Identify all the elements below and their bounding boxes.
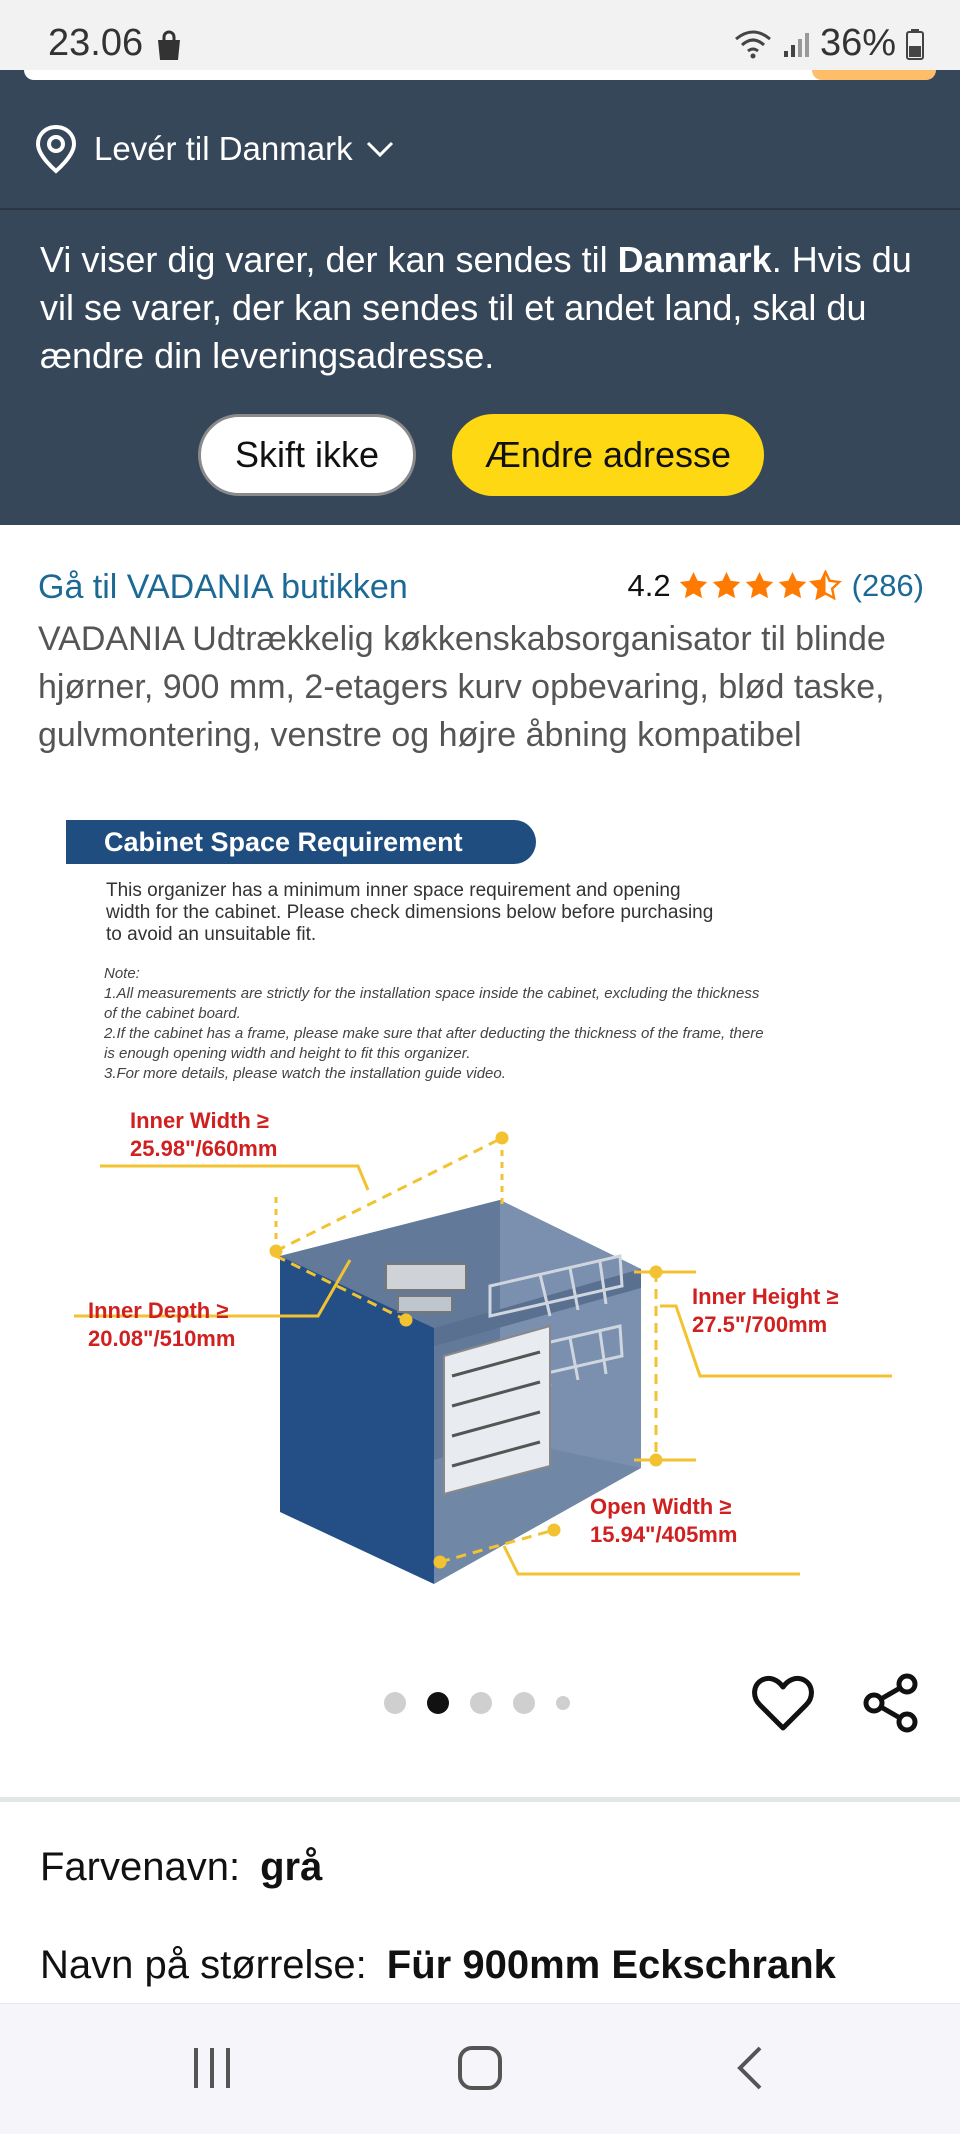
status-time: 23.06 xyxy=(48,22,144,64)
color-label: Farvenavn: xyxy=(40,1845,241,1889)
star-full-icon xyxy=(677,570,710,602)
product-title: VADANIA Udtrækkelig køkkenskabsorganisator til blinde hjørner, 900 mm, 2-etagers kurv opbevaring, blød taske, gulvmontering, venstre og højre åbning kompatibel xyxy=(38,620,886,754)
carousel-dot-active[interactable] xyxy=(427,1692,449,1714)
inner-height-value: 27.5"/700mm xyxy=(692,1312,828,1337)
status-bar xyxy=(0,0,960,78)
system-nav-bar xyxy=(0,2003,960,2134)
recent-apps-icon[interactable] xyxy=(190,2044,234,2092)
share-icon[interactable] xyxy=(862,1672,920,1734)
size-value: Für 900mm Eckschrank xyxy=(386,1943,836,1987)
wifi-icon xyxy=(734,29,772,59)
section-divider xyxy=(0,1797,960,1802)
home-icon[interactable] xyxy=(456,2044,504,2092)
svg-text:is enough opening width and he: is enough opening width and height to fit this organizer. xyxy=(104,1045,471,1062)
header-edge xyxy=(0,70,960,90)
heart-icon[interactable] xyxy=(752,1674,814,1732)
rating-count[interactable]: (286) xyxy=(851,568,924,603)
svg-text:of the cabinet board.: of the cabinet board. xyxy=(104,1005,241,1022)
notice-country: Danmark xyxy=(617,239,772,280)
signal-icon xyxy=(782,29,810,59)
image-carousel-dots[interactable] xyxy=(384,1692,570,1714)
svg-text:This organizer has a minimum i: This organizer has a minimum inner space requirement and opening xyxy=(106,880,681,901)
star-half-icon xyxy=(809,570,842,602)
battery-icon xyxy=(906,28,924,60)
image-heading: Cabinet Space Requirement xyxy=(104,827,463,857)
svg-text:Note:: Note: xyxy=(104,965,140,982)
battery-percent: 36% xyxy=(819,22,896,64)
color-value: grå xyxy=(260,1845,323,1889)
inner-width-value: 25.98"/660mm xyxy=(130,1136,278,1161)
star-full-icon xyxy=(710,570,743,602)
open-width-label: Open Width ≥ xyxy=(590,1494,732,1519)
deliver-to-label: Levér til Danmark xyxy=(94,130,353,167)
carousel-dot[interactable] xyxy=(470,1692,492,1714)
rating-stars xyxy=(677,570,842,602)
chevron-down-icon xyxy=(365,139,395,159)
color-attribute xyxy=(40,1845,322,1890)
notice-message: Vi viser dig varer, der kan sendes til Danmark. Hvis du vil se varer, der kan sendes til et andet land, skal du ændre din leveringsadresse. xyxy=(40,239,912,376)
keep-address-button[interactable]: Skift ikke xyxy=(198,414,416,496)
svg-text:2.If the cabinet has a frame,: 2.If the cabinet has a frame, please make sure that after deducting the thickness of the frame, there xyxy=(104,1025,764,1042)
carousel-dot[interactable] xyxy=(513,1692,535,1714)
rating-summary[interactable] xyxy=(628,568,924,604)
shopping-bag-icon xyxy=(154,30,184,62)
carousel-dot[interactable] xyxy=(556,1696,570,1710)
back-icon[interactable] xyxy=(732,2044,768,2092)
inner-height-label: Inner Height ≥ xyxy=(692,1284,839,1309)
size-label: Navn på størrelse: xyxy=(40,1943,367,1987)
carousel-dot[interactable] xyxy=(384,1692,406,1714)
svg-text:3.For more details, please wat: 3.For more details, please watch the installation guide video. xyxy=(104,1065,506,1082)
size-attribute xyxy=(40,1943,836,1988)
location-pin-icon xyxy=(34,124,78,174)
search-button-edge xyxy=(812,70,936,80)
star-full-icon xyxy=(776,570,809,602)
store-link[interactable]: Gå til VADANIA butikken xyxy=(38,568,408,606)
inner-depth-label: Inner Depth ≥ xyxy=(88,1298,229,1323)
open-width-value: 15.94"/405mm xyxy=(590,1522,738,1547)
product-image[interactable] xyxy=(60,816,900,1606)
svg-text:width for the cabinet. Please: width for the cabinet. Please check dimensions below before purchasing xyxy=(106,902,714,923)
star-full-icon xyxy=(743,570,776,602)
svg-text:to avoid an unsuitable fit.: to avoid an unsuitable fit. xyxy=(106,924,317,945)
change-address-button[interactable]: Ændre adresse xyxy=(452,414,764,496)
inner-depth-value: 20.08"/510mm xyxy=(88,1326,236,1351)
rating-value: 4.2 xyxy=(627,568,671,603)
deliver-to-bar[interactable] xyxy=(0,90,960,210)
search-bar-edge xyxy=(24,70,932,80)
cabinet-illustration xyxy=(280,1200,641,1584)
svg-text:1.All measurements are strictl: 1.All measurements are strictly for the installation space inside the cabinet, excluding the thickness xyxy=(104,985,760,1002)
inner-width-label: Inner Width ≥ xyxy=(130,1108,269,1133)
